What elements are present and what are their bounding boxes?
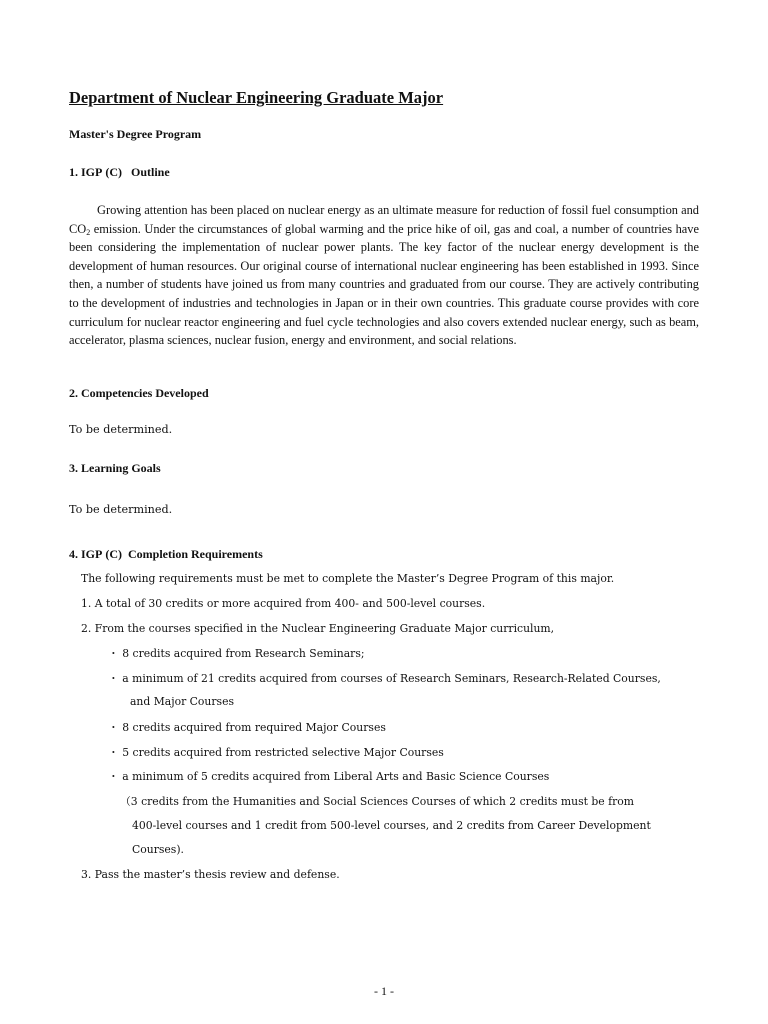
section-2-body: To be determined. (69, 423, 173, 436)
requirement-1: 1. A total of 30 credits or more acquired from 400- and 500-level courses. (81, 597, 486, 610)
list-item: ・ a minimum of 21 credits acquired from courses of Research Seminars, Research-Related Courses, (108, 672, 661, 685)
list-item-continuation: 400-level courses and 1 credit from 500-level courses, and 2 credits from Career Development (132, 819, 651, 832)
list-item: ・ 5 credits acquired from restricted selective Major Courses (108, 746, 444, 759)
program-heading: Master's Degree Program (69, 127, 202, 141)
section-3-heading: 3. Learning Goals (69, 461, 161, 475)
list-item: ・ a minimum of 5 credits acquired from Liberal Arts and Basic Science Courses (108, 770, 550, 783)
list-item-continuation: Courses). (132, 843, 184, 856)
section-3-body: To be determined. (69, 503, 173, 516)
outline-text-part1: Growing attention has been placed on nuclear energy as an ultimate measure for reduction of fossil fuel consumption and CO (69, 203, 699, 236)
outline-paragraph (69, 201, 699, 350)
requirement-3: 3. Pass the master’s thesis review and defense. (81, 868, 340, 881)
section-2-heading: 2. Competencies Developed (69, 386, 209, 400)
list-item-continuation: and Major Courses (130, 695, 235, 708)
list-item: ・ 8 credits acquired from Research Seminars; (108, 647, 365, 660)
list-item-note: （3 credits from the Humanities and Social Sciences Courses of which 2 credits must be from (120, 795, 635, 808)
outline-text-part2: emission. Under the circumstances of global warming and the price hike of oil, gas and coal, a number of countries have been considering the implementation of nuclear power plants. The key factor of the nuclear energy development is the development of human resources. Our original course of international nuclear engineering has been established in 1993. Since then, a number of students have joined us from many countries and graduated from our course. They are actively contributing to the development of industries and technologies in Japan or in their own countries. This graduate course provides with core curriculum for nuclear reactor engineering and fuel cycle technologies and also covers extended nuclear energy, such as beam, accelerator, plasma sciences, nuclear fusion, energy and environment, and social relations. (69, 221, 699, 348)
page-number: - 1 - (374, 984, 394, 998)
requirements-intro: The following requirements must be met to complete the Master’s Degree Program of this major. (81, 572, 615, 585)
requirement-2: 2. From the courses specified in the Nuclear Engineering Graduate Major curriculum, (81, 622, 555, 635)
list-item: ・ 8 credits acquired from required Major Courses (108, 721, 386, 734)
section-4-heading: 4. IGP (C) Completion Requirements (69, 547, 263, 561)
section-1-heading: 1. IGP (C) Outline (69, 165, 170, 179)
co2-subscript: 2 (86, 227, 91, 237)
document-title: Department of Nuclear Engineering Graduate Major (69, 88, 444, 107)
